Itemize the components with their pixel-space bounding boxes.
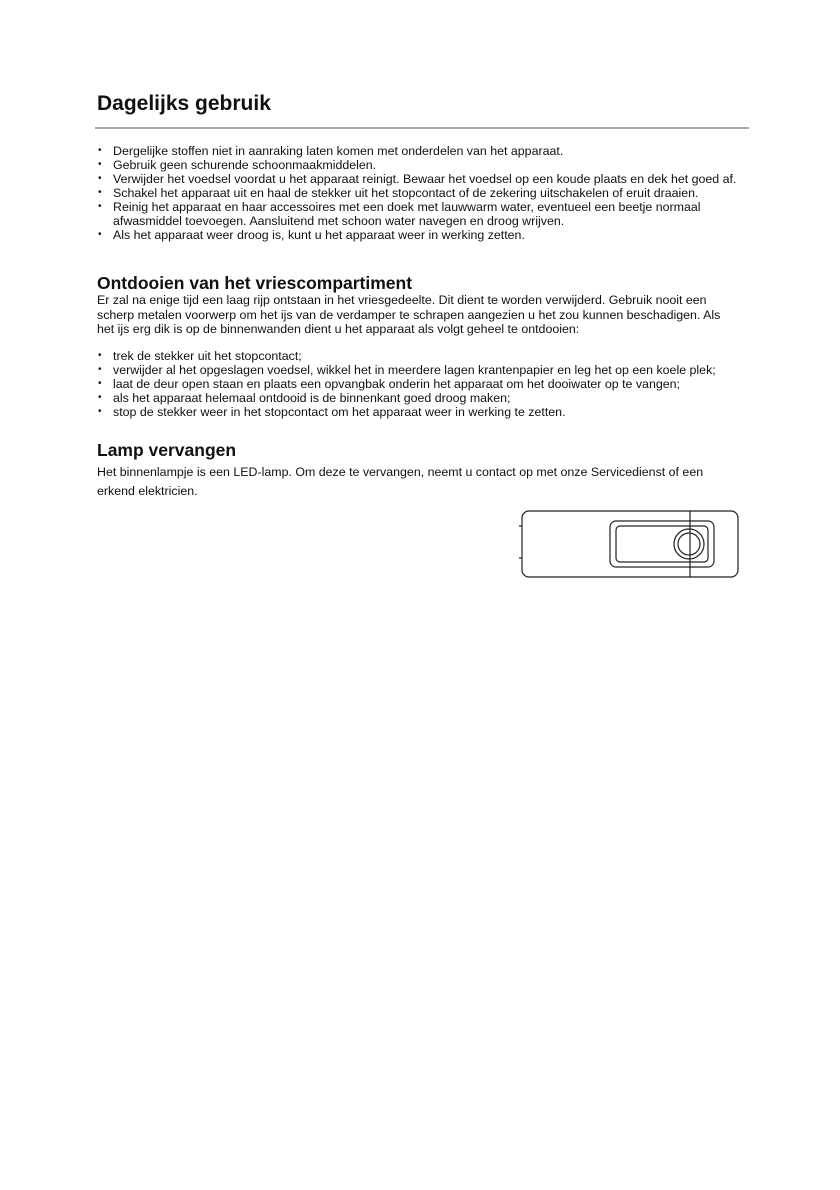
list-item: • Dergelijke stoffen niet in aanraking laten komen met onderdelen van het apparaat. (97, 144, 737, 158)
list-item: • Reinig het apparaat en haar accessoires met een doek met lauwwarm water, eventueel een beetje normaal afwasmiddel toevoegen. Aansluitend met schoon water navegen en droog wrijven. (97, 200, 737, 228)
list-item: • laat de deur open staan en plaats een opvangbak onderin het apparaat om het dooiwater op te vangen; (97, 377, 737, 391)
defrost-steps-list (97, 349, 737, 419)
list-item: • stop de stekker weer in het stopcontact om het apparaat weer in werking te zetten. (97, 405, 737, 419)
list-item: • Schakel het apparaat uit en haal de stekker uit het stopcontact of de zekering uitschakelen of eruit draaien. (97, 186, 737, 200)
lamp-housing-illustration (518, 508, 742, 582)
list-item: • als het apparaat helemaal ontdooid is de binnenkant goed droog maken; (97, 391, 737, 405)
lamp-text: Het binnenlampje is een LED-lamp. Om deze te vervangen, neemt u contact op met onze Servicedienst of een erkend elektricien. (97, 465, 704, 498)
list-item: • Gebruik geen schurende schoonmaakmiddelen. (97, 158, 737, 172)
lamp-cover-inner (616, 526, 708, 562)
list-item: • trek de stekker uit het stopcontact; (97, 349, 737, 363)
defrost-intro: Er zal na enige tijd een laag rijp ontstaan in het vriesgedeelte. Dit dient te worden verwijderd. Gebruik nooit een scherp metalen voorwerp om het ijs van de verdamper te schrapen aangezien u het zou kunnen beschadigen. Als het ijs erg dik is op de binnenwanden dient u het apparaat als volgt geheel te ontdooien: (97, 293, 721, 336)
list-item: • Verwijder het voedsel voordat u het apparaat reinigt. Bewaar het voedsel op een koude plaats en dek het goed af. (97, 172, 737, 186)
usage-list (97, 144, 737, 242)
title-divider (95, 127, 749, 129)
page-title: Dagelijks gebruik (97, 92, 271, 115)
lamp-cover-outer (610, 521, 714, 567)
section-heading-defrost: Ontdooien van het vriescompartiment (97, 273, 413, 293)
led-lamp-inner-icon (678, 533, 700, 555)
list-item: • Als het apparaat weer droog is, kunt u het apparaat weer in werking zetten. (97, 228, 737, 242)
section-heading-lamp: Lamp vervangen (97, 440, 237, 460)
list-item: • verwijder al het opgeslagen voedsel, wikkel het in meerdere lagen krantenpapier en leg het op een koele plek; (97, 363, 737, 377)
